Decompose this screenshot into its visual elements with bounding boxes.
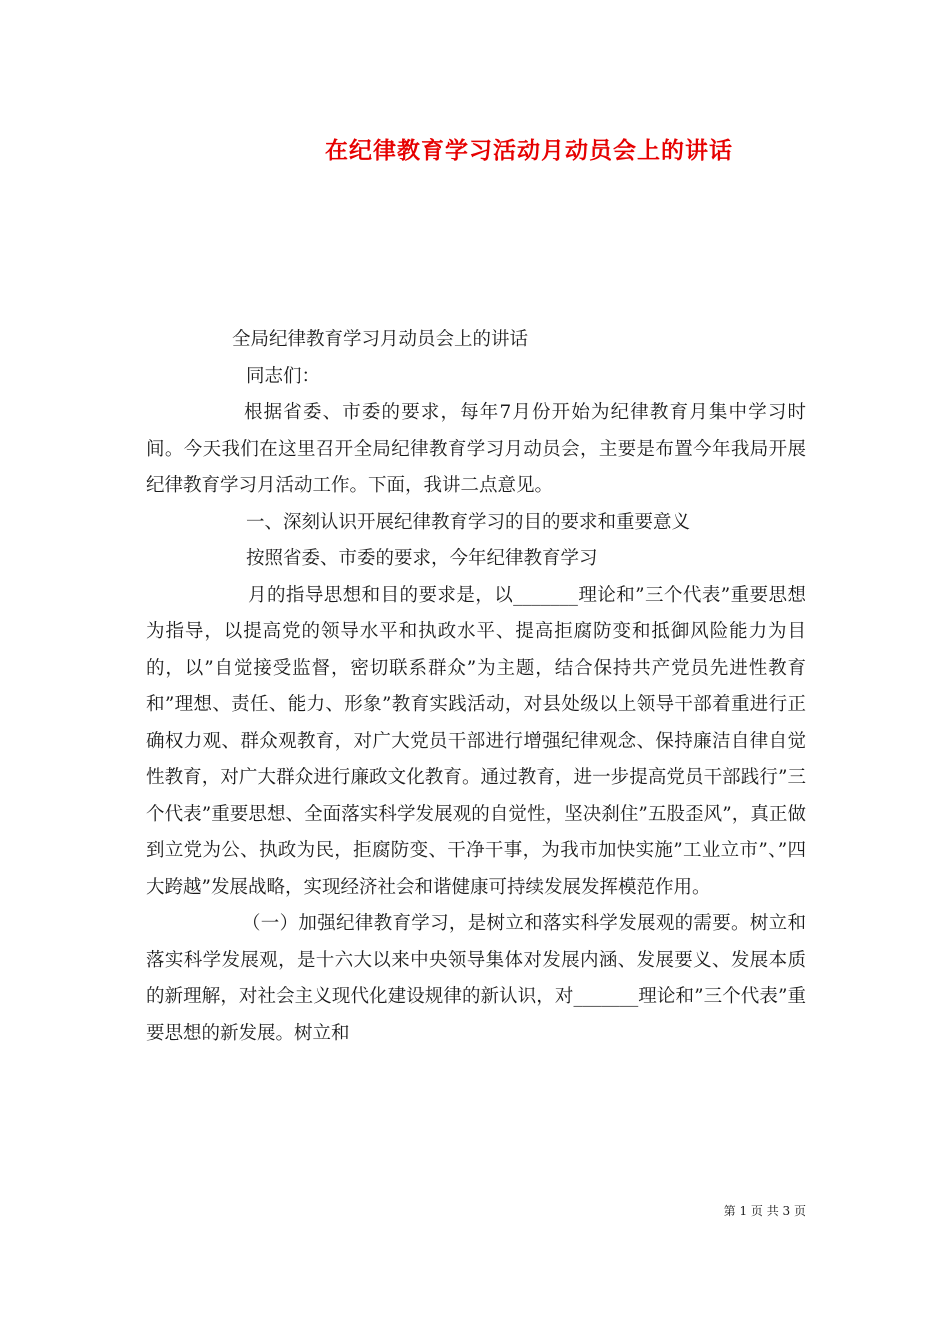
paragraph-intro: 根据省委、市委的要求，每年7月份开始为纪律教育月集中学习时间。今天我们在这里召开全局纪律教育学习月动员会，主要是布置今年我局开展纪律教育学习月活动工作。下面，我讲二点意见。 bbox=[146, 402, 806, 496]
page-number: 第 1 页 共 3 页 bbox=[723, 1204, 806, 1218]
paragraph-guiding-thought: 月的指导思想和目的要求是，以_______理论和”三个代表”重要思想为指导，以提高党的领导水平和执政水平、提高拒腐防变和抵御风险能力为目的，以”自觉接受监督，密切联系群众”为主题，结合保持共产党员先进性教育和”理想、责任、能力、形象”教育实践活动，对县处级以上领导干部着重进行正确权力观、群众观教育，对广大党员干部进行增强纪律观念、保持廉洁自律自觉性教育，对广大群众进行廉政文化教育。通过教育，进一步提高党员干部践行”三个代表”重要思想、全面落实科学发展观的自觉性，坚决刹住”五股歪风”，真正做到立党为公、执政为民，拒腐防变、干净干事，为我市加快实施”工业立市”、”四大跨越”发展战略，实现经济社会和谐健康可持续发展发挥模范作用。 bbox=[146, 584, 806, 898]
paragraph-requirement-lead: 按照省委、市委的要求，今年纪律教育学习 bbox=[246, 548, 598, 569]
greeting: 同志们： bbox=[246, 365, 321, 387]
section-heading-1: 一、深刻认识开展纪律教育学习的目的要求和重要意义 bbox=[246, 511, 691, 533]
document-body bbox=[146, 322, 806, 1052]
document-subtitle: 全局纪律教育学习月动员会上的讲话 bbox=[232, 329, 529, 350]
paragraph-subsection-1: （一）加强纪律教育学习，是树立和落实科学发展观的需要。树立和落实科学发展观，是十六大以来中央领导集体对发展内涵、发展要义、发展本质的新理解，对社会主义现代化建设规律的新认识，对_______理论和”三个代表”重要思想的新发展。树立和 bbox=[146, 913, 806, 1044]
document-title: 在纪律教育学习活动月动员会上的讲话 bbox=[325, 137, 733, 164]
